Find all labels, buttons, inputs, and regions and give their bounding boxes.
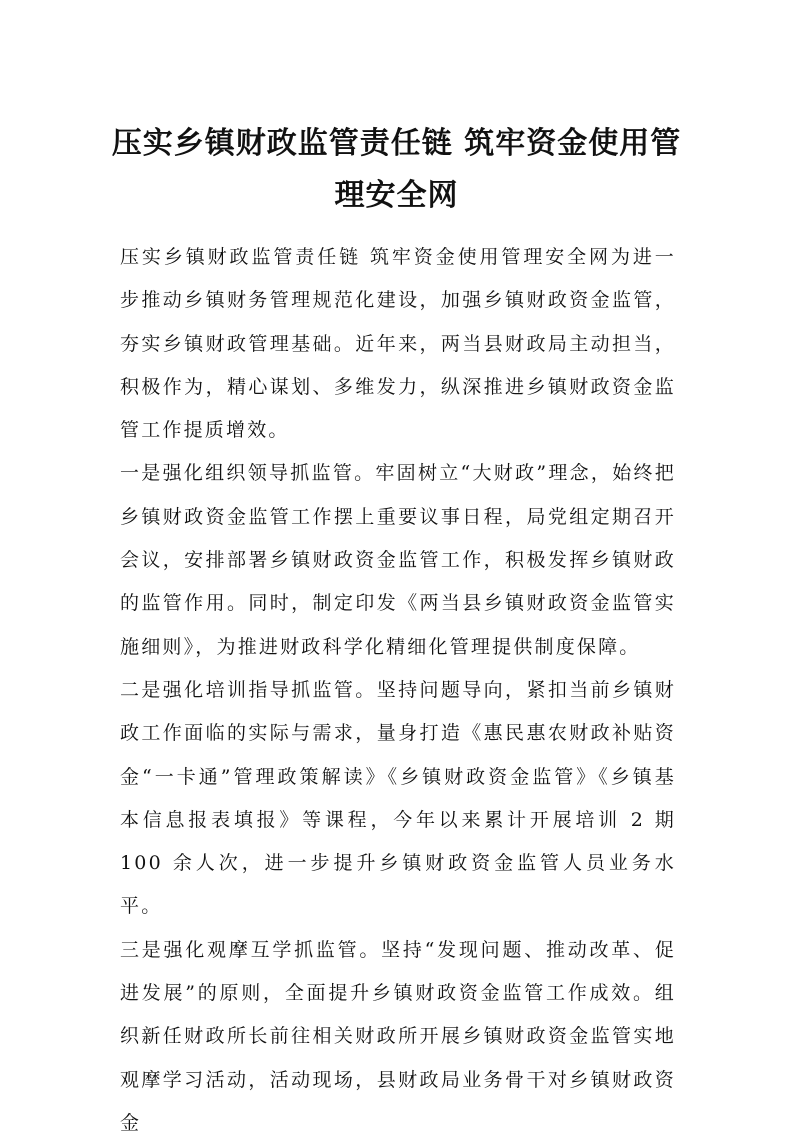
document-body <box>120 236 676 1145</box>
paragraph-observation: 三是强化观摩互学抓监管。坚持“发现问题、推动改革、促进发展”的原则，全面提升乡镇财政资金监管工作成效。组织新任财政所长前往相关财政所开展乡镇财政资金监管实地观摩学习活动，活动现场，县财政局业务骨干对乡镇财政资金 <box>120 938 676 1134</box>
document-title: 压实乡镇财政监管责任链 筑牢资金使用管理安全网 <box>111 126 682 213</box>
paragraph-organization: 一是强化组织领导抓监管。牢固树立“大财政”理念，始终把乡镇财政资金监管工作摆上重要议事日程，局党组定期召开会议，安排部署乡镇财政资金监管工作，积极发挥乡镇财政的监管作用。同时，制定印发《两当县乡镇财政资金监管实施细则》，为推进财政科学化精细化管理提供制度保障。 <box>120 462 676 658</box>
paragraph-training: 二是强化培训指导抓监管。坚持问题导向，紧扣当前乡镇财政工作面临的实际与需求，量身打造《惠民惠农财政补贴资金“一卡通”管理政策解读》《乡镇财政资金监管》《乡镇基本信息报表填报》等课程，今年以来累计开展培训 2 期 100 余人次，进一步提升乡镇财政资金监管人员业务水平。 <box>120 678 676 918</box>
paragraph-intro: 压实乡镇财政监管责任链 筑牢资金使用管理安全网为进一步推动乡镇财务管理规范化建设，加强乡镇财政资金监管，夯实乡镇财政管理基础。近年来，两当县财政局主动担当，积极作为，精心谋划、多维发力，纵深推进乡镇财政资金监管工作提质增效。 <box>120 246 676 442</box>
